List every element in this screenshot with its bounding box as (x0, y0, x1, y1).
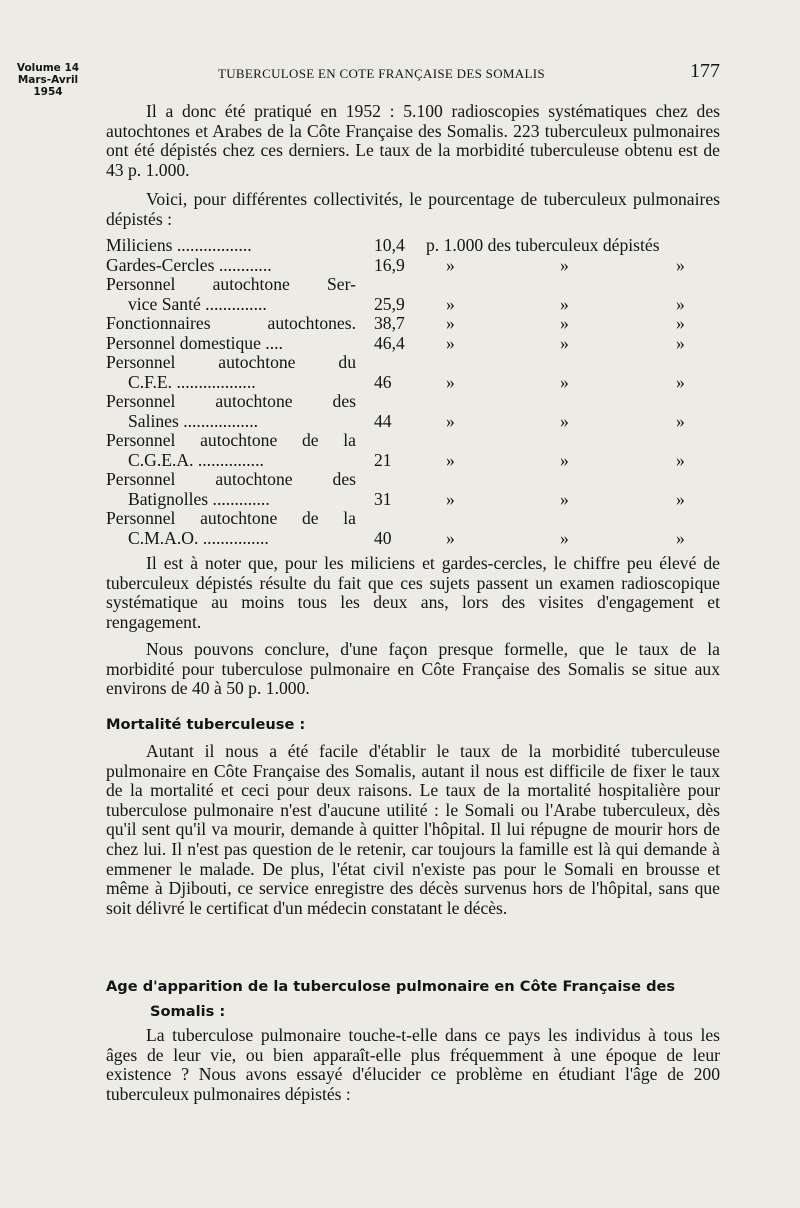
table-row-label-line (106, 353, 722, 373)
ditto-mark: » (446, 254, 455, 275)
volume-date: Mars-Avril 1954 (17, 74, 79, 98)
table-row (106, 236, 722, 256)
table-row (106, 314, 722, 334)
volume-info (2, 62, 94, 98)
ditto-mark: » (446, 527, 455, 548)
table-row (106, 529, 722, 549)
ditto-mark: » (676, 313, 685, 333)
row-label-line1: Personnel autochtone de la (106, 509, 356, 528)
ditto-mark: » (676, 410, 685, 431)
row-value: 38,7 (374, 313, 405, 333)
ditto-mark: » (446, 410, 455, 431)
row-unit: p. 1.000 des tuberculeux dépistés (426, 235, 660, 255)
collectivities-table (106, 236, 722, 548)
table-row (106, 373, 722, 393)
row-label: Personnel domestique .... (106, 333, 283, 353)
row-label-line1: Personnel autochtone des (106, 470, 356, 489)
row-value: 10,4 (374, 235, 405, 255)
row-value: 44 (374, 410, 392, 431)
paragraph-4-text: Nous pouvons conclure, d'une façon presque formelle, que le taux de la morbidité pour tuberculose pulmonaire en Côte Française des Somalis se situe aux environs de 40 à 50 p. 1.000. (106, 639, 720, 699)
table-row-label-line (106, 470, 722, 490)
paragraph-1-text: Il a donc été pratiqué en 1952 : 5.100 radioscopies systématiques chez des autochtones et Arabes de la Côte Française des Somalis. 223 tuberculeux pulmonaires ont été dépistés chez ces derniers. Le taux de la morbidité tuberculeuse obtenu est de 43 p. 1.000. (106, 101, 720, 180)
ditto-mark: » (676, 527, 685, 548)
table-row-label-line (106, 392, 722, 412)
ditto-mark: » (560, 527, 569, 548)
paragraph-3-text: Il est à noter que, pour les miliciens et gardes-cercles, le chiffre peu élevé de tuberculeux dépistés résulte du fait que ces sujets passent un examen radioscopique systématique au moins tous les deux ans, lors des visites d'engagement et rengagement. (106, 553, 720, 632)
ditto-mark: » (446, 332, 455, 353)
paragraph-5-text: Autant il nous a été facile d'établir le taux de la morbidité tuberculeuse pulmonaire en Côte Française des Somalis, autant il nous est difficile de fixer le taux de la mortalité et ceci pour deux raisons. Le taux de la mortalité hospitalière pour tuberculose pulmonaire n'est d'aucune utilité : le Somali ou l'Arabe tuberculeux, dès qu'il sent qu'il va mourir, demande à quitter l'hôpital. Il lui répugne de mourir hors de chez lui. Il n'est pas question de le retenir, car toujours la famille est là qui demande à emmener le malade. De plus, l'état civil n'existe pas pour le Somali en brousse et même à Djibouti, ce service enregistre des décès survenus hors de l'hôpital, sans que soit délivré le certificat d'un médecin constatant le décès. (106, 741, 720, 918)
ditto-mark: » (560, 254, 569, 275)
ditto-mark: » (676, 488, 685, 509)
table-row (106, 256, 722, 276)
paragraph-5 (106, 742, 720, 918)
row-value: 16,9 (374, 254, 405, 275)
row-label: C.G.E.A. ............... (128, 450, 264, 470)
ditto-mark: » (676, 371, 685, 392)
ditto-mark: » (560, 371, 569, 392)
row-label: Miliciens ................. (106, 236, 252, 255)
ditto-mark: » (446, 449, 455, 470)
page-number: 177 (690, 60, 720, 82)
paragraph-1 (106, 102, 720, 180)
ditto-mark: » (446, 313, 455, 333)
ditto-mark: » (676, 332, 685, 353)
table-row (106, 451, 722, 471)
row-label: Fonctionnaires autochtones. (106, 314, 356, 333)
ditto-mark: » (446, 371, 455, 392)
row-label: C.F.E. .................. (128, 372, 256, 392)
table-row (106, 490, 722, 510)
row-value: 31 (374, 488, 392, 509)
row-label-line1: Personnel autochtone du (106, 353, 356, 372)
paragraph-2-text: Voici, pour différentes collectivités, le pourcentage de tuberculeux pulmonaires dépistés : (106, 189, 720, 229)
row-value: 46 (374, 371, 392, 392)
volume-number: Volume 14 (16, 62, 80, 74)
paragraph-6-text: La tuberculose pulmonaire touche-t-elle dans ce pays les individus à tous les âges de leur vie, ou bien apparaît-elle plus fréquemment à une époque de leur existence ? Nous avons essayé d'élucider ce problème en étudiant l'âge de 200 tuberculeux pulmonaires dépistés : (106, 1025, 720, 1104)
ditto-mark: » (560, 313, 569, 333)
paragraph-2 (106, 190, 720, 229)
ditto-mark: » (560, 332, 569, 353)
row-label: Gardes-Cercles ............ (106, 255, 272, 275)
paragraph-3 (106, 554, 720, 632)
ditto-mark: » (446, 488, 455, 509)
ditto-mark: » (560, 410, 569, 431)
table-row (106, 412, 722, 432)
running-title: TUBERCULOSE EN COTE FRANÇAISE DES SOMALIS (218, 66, 545, 81)
table-row (106, 334, 722, 354)
heading-line-1: Age d'apparition de la tuberculose pulmonaire en Côte Française des (106, 978, 676, 995)
row-value: 46,4 (374, 332, 405, 353)
table-row (106, 295, 722, 315)
section-heading-age (106, 974, 720, 1024)
row-label: Salines ................. (128, 411, 258, 431)
section-heading-mortality: Mortalité tuberculeuse : (106, 716, 306, 733)
row-label-line1: Personnel autochtone des (106, 392, 356, 411)
table-row-label-line (106, 431, 722, 451)
ditto-mark: » (560, 293, 569, 314)
heading-line-2: Somalis : (150, 1003, 226, 1020)
paragraph-4 (106, 640, 720, 699)
row-label: vice Santé .............. (128, 294, 267, 314)
row-value: 21 (374, 449, 392, 470)
ditto-mark: » (560, 488, 569, 509)
row-label: Batignolles ............. (128, 489, 270, 509)
ditto-mark: » (560, 449, 569, 470)
ditto-mark: » (446, 293, 455, 314)
row-label-line1: Personnel autochtone de la (106, 431, 356, 450)
table-row-label-line (106, 509, 722, 529)
row-value: 40 (374, 527, 392, 548)
row-label: C.M.A.O. ............... (128, 528, 269, 548)
ditto-mark: » (676, 293, 685, 314)
ditto-mark: » (676, 449, 685, 470)
table-row-label-line (106, 275, 722, 295)
row-label-line1: Personnel autochtone Ser- (106, 275, 356, 294)
ditto-mark: » (676, 254, 685, 275)
row-value: 25,9 (374, 293, 405, 314)
paragraph-6 (106, 1026, 720, 1104)
